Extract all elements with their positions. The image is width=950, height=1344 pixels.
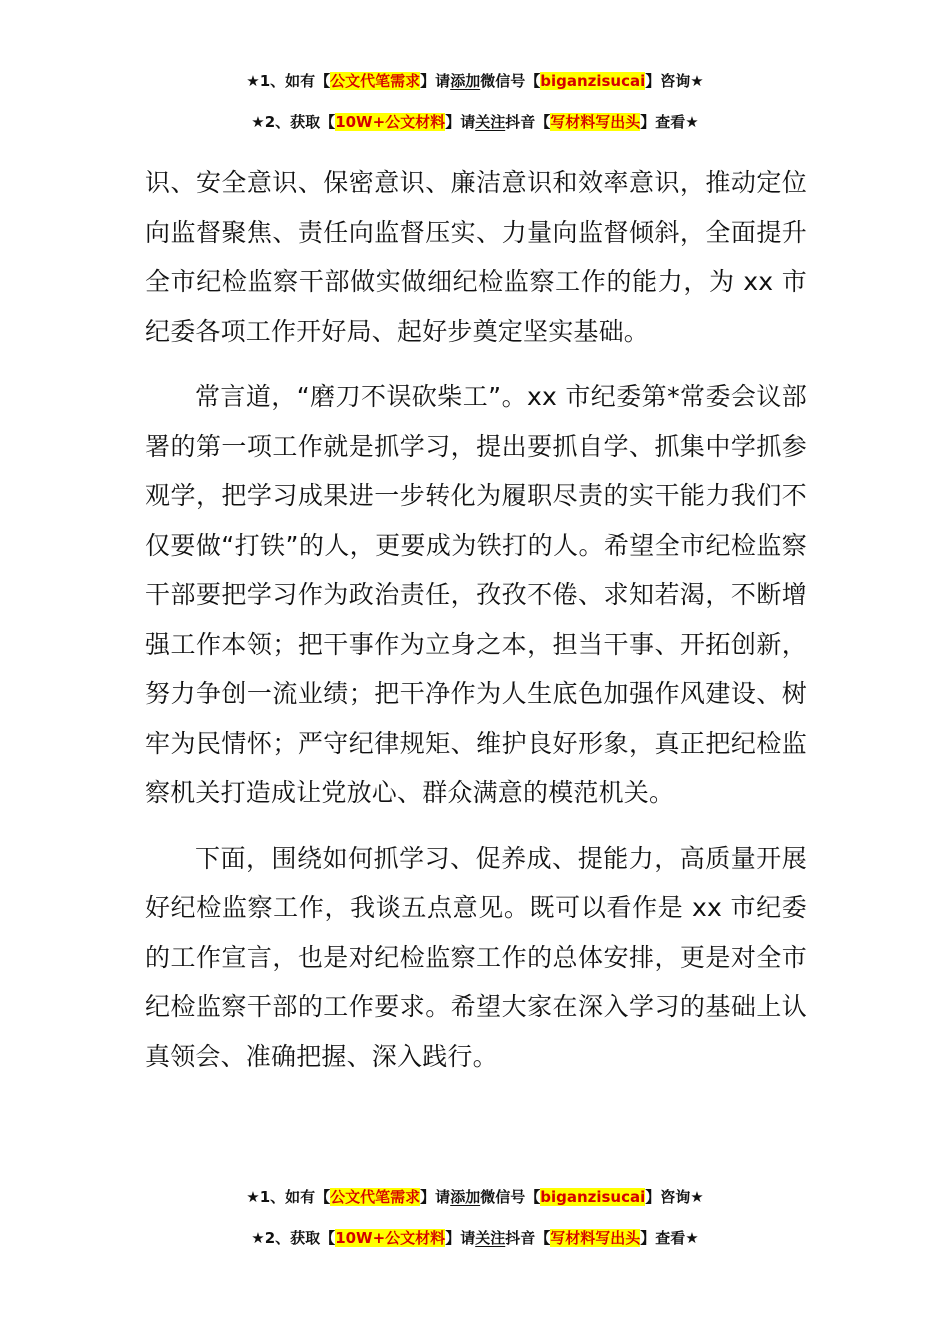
banner-text: 】请: [445, 113, 476, 131]
banner-text: ★2、获取【: [251, 1229, 336, 1247]
banner-underlined-text: 添加: [450, 1188, 481, 1206]
footer-banner-line-2: [0, 1218, 950, 1259]
footer-banner: [0, 1177, 950, 1259]
banner-underlined-text: 添加: [450, 72, 481, 90]
banner-text: 】咨询★: [645, 72, 704, 90]
footer-banner-line-1: [0, 1177, 950, 1218]
banner-underlined-text: 关注: [475, 113, 506, 131]
banner-text: ★2、获取【: [251, 113, 336, 131]
header-banner-line-2: [0, 102, 950, 143]
document-body: [145, 158, 807, 1081]
banner-highlight: 10W+公文材料: [335, 113, 446, 131]
banner-highlight: 公文代笔需求: [330, 72, 421, 90]
banner-text: 抖音【: [505, 113, 551, 131]
banner-text: 】咨询★: [645, 1188, 704, 1206]
header-banner: [0, 61, 950, 143]
header-banner-line-1: [0, 61, 950, 102]
banner-highlight: 写材料写出头: [550, 1229, 641, 1247]
banner-highlight: 写材料写出头: [550, 113, 641, 131]
banner-text: 微信号【: [480, 72, 541, 90]
banner-highlight: 公文代笔需求: [330, 1188, 421, 1206]
banner-text: 微信号【: [480, 1188, 541, 1206]
paragraph: 下面，围绕如何抓学习、促养成、提能力，高质量开展好纪检监察工作，我谈五点意见。既可以看作是 xx 市纪委的工作宣言，也是对纪检监察工作的总体安排，更是对全市纪检监察干部的工作要求。希望大家在深入学习的基础上认真领会、准确把握、深入践行。: [145, 843, 807, 1071]
banner-highlight: biganzisucai: [540, 72, 646, 90]
banner-text: 】请: [420, 1188, 451, 1206]
banner-text: 抖音【: [505, 1229, 551, 1247]
banner-highlight: 10W+公文材料: [335, 1229, 446, 1247]
banner-text: 】查看★: [640, 1229, 699, 1247]
banner-text: 】请: [420, 72, 451, 90]
banner-underlined-text: 关注: [475, 1229, 506, 1247]
banner-text: ★1、如有【: [246, 1188, 331, 1206]
banner-text: ★1、如有【: [246, 72, 331, 90]
banner-text: 】请: [445, 1229, 476, 1247]
banner-highlight: biganzisucai: [540, 1188, 646, 1206]
banner-text: 】查看★: [640, 113, 699, 131]
paragraph-continuation: 识、安全意识、保密意识、廉洁意识和效率意识，推动定位向监督聚焦、责任向监督压实、力量向监督倾斜，全面提升全市纪检监察干部做实做细纪检监察工作的能力，为 xx 市纪委各项工作开好局、起好步奠定坚实基础。: [145, 168, 807, 346]
paragraph: 常言道，“磨刀不误砍柴工”。xx 市纪委第*常委会议部署的第一项工作就是抓学习，提出要抓自学、抓集中学抓参观学，把学习成果进一步转化为履职尽责的实干能力我们不仅要做“打铁”的人，更要成为铁打的人。希望全市纪检监察干部要把学习作为政治责任，孜孜不倦、求知若渴，不断增强工作本领；把干事作为立身之本，担当干事、开拓创新，努力争创一流业绩；把干净作为人生底色加强作风建设、树牢为民情怀；严守纪律规矩、维护良好形象，真正把纪检监察机关打造成让党放心、群众满意的模范机关。: [145, 382, 807, 807]
